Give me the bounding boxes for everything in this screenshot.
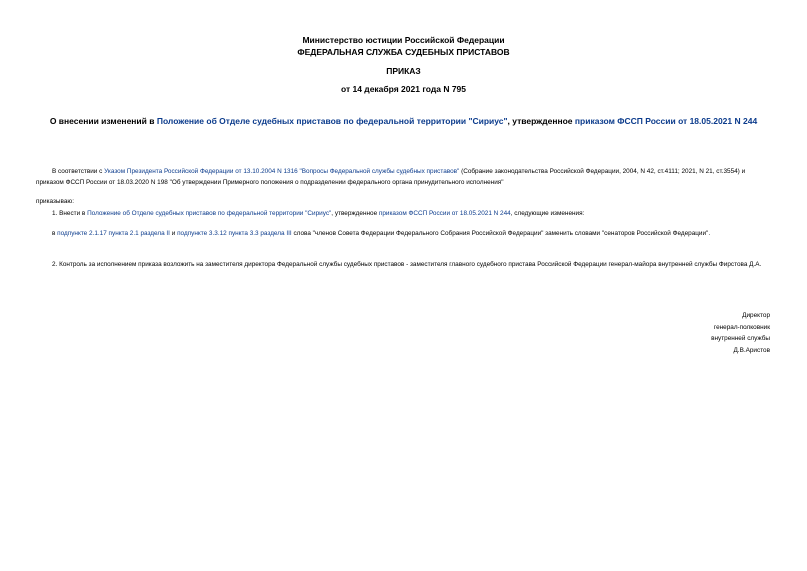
service-heading: ФЕДЕРАЛЬНАЯ СЛУЖБА СУДЕБНЫХ ПРИСТАВОВ [297, 47, 510, 57]
ministry-heading: Министерство юстиции Российской Федерации [302, 35, 505, 45]
para4-rest: слова "членов Совета Федерации Федерального Собрания Российской Федерации" заменить словами "сенаторов Российской Федерации". [291, 230, 711, 237]
paragraph-basis [36, 166, 771, 188]
signature-rank: генерал-полковник [713, 323, 770, 331]
signature-position: Директор [742, 312, 770, 319]
signature-name: Д.В.Аристов [733, 346, 770, 354]
paragraph-item-2: 2. Контроль за исполнением приказа возложить на заместителя директора Федеральной службы судебных приставов - заместителя главного судебного пристава Российской Федерации генерал-майора внутренней службы Фирстова Д.А. [52, 261, 762, 268]
para3-link-order[interactable]: приказом ФССП России от 18.05.2021 N 244 [378, 210, 511, 217]
para4-middle: и [169, 230, 178, 237]
title-link-regulation[interactable]: Положение об Отделе судебных приставов по федеральной территории "Сириус" [156, 116, 508, 126]
para1-rest: (Собрание законодательства Российской Федерации, 2004, N 42, ст.4111; 2021, N 21, ст.3554) и приказом ФССП России от 18.03.2020 N 198 "Об утверждении Примерного положения о подразделении федерального органа принудительного исполнения" [36, 168, 746, 186]
date-number-heading: от 14 декабря 2021 года N 795 [340, 84, 467, 94]
document-title [36, 115, 771, 127]
para4-link-subpoint-2[interactable]: подпункте 3.3.12 пункта 3.3 раздела III [177, 230, 292, 237]
title-prefix: О внесении изменений в [49, 116, 157, 126]
title-middle: , утвержденное [507, 116, 575, 126]
signature-block [711, 310, 770, 356]
para3-prefix: 1. Внести в [52, 210, 88, 217]
paragraph-item-1 [36, 208, 771, 219]
paragraph-order: приказываю: [36, 198, 74, 205]
paragraph-amendment [36, 228, 771, 239]
para4-link-subpoint-1[interactable]: подпункте 2.1.17 пункта 2.1 раздела II [57, 230, 170, 237]
para1-prefix: В соответствии с [52, 168, 105, 175]
doc-type-heading: ПРИКАЗ [386, 66, 421, 76]
para3-middle: , утвержденное [331, 210, 379, 217]
para3-link-regulation[interactable]: Положение об Отделе судебных приставов по федеральной территории "Сириус" [87, 210, 332, 217]
para4-prefix: в [52, 230, 58, 237]
signature-service: внутренней службы [711, 335, 770, 342]
title-link-order[interactable]: приказом ФССП России от 18.05.2021 N 244 [574, 116, 758, 126]
para3-rest: , следующие изменения: [510, 210, 585, 217]
para1-link-decree[interactable]: Указом Президента Российской Федерации от 13.10.2004 N 1316 "Вопросы Федеральной службы судебных приставов" [104, 168, 460, 175]
